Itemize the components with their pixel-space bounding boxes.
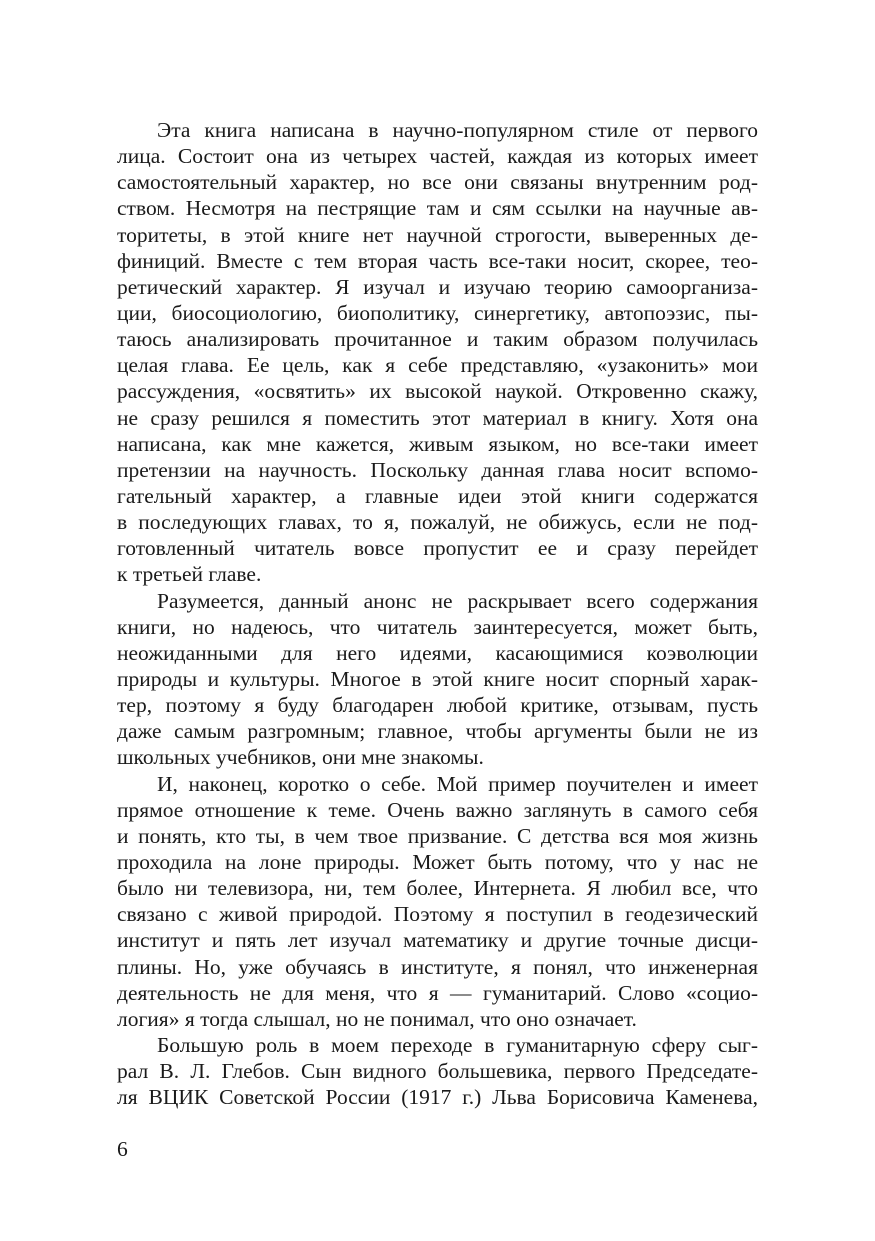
text-line: ции, биосоциологию, биополитику, синергетику, автопоэзис, пы- xyxy=(117,300,758,325)
paragraph xyxy=(117,117,758,588)
paragraph xyxy=(117,771,758,1032)
text-line: таюсь анализировать прочитанное и таким образом получилась xyxy=(117,327,758,352)
text-line: И, наконец, коротко о себе. Мой пример поучителен и имеет xyxy=(157,771,758,796)
text-line: было ни телевизора, ни, тем более, Интернета. Я любил все, что xyxy=(117,876,758,901)
text-line: логия» я тогда слышал, но не понимал, что оно означает. xyxy=(117,1006,637,1031)
text-line: целая глава. Ее цель, как я себе представляю, «узаконить» мои xyxy=(117,353,758,378)
text-line: даже самым разгромным; главное, чтобы аргументы были не из xyxy=(117,719,758,744)
text-line: деятельность не для меня, что я — гуманитарий. Слово «социо- xyxy=(117,980,758,1005)
body-text xyxy=(117,117,758,1110)
text-line: плины. Но, уже обучаясь в институте, я понял, что инженерная xyxy=(117,954,758,979)
text-line: к третьей главе. xyxy=(117,562,262,587)
text-line: самостоятельный характер, но все они связаны внутренним род- xyxy=(117,170,758,195)
text-line: написана, как мне кажется, живым языком, но все-таки имеет xyxy=(117,431,758,456)
text-line: рассуждения, «освятить» их высокой наукой. Откровенно скажу, xyxy=(117,379,758,404)
page-number: 6 xyxy=(117,1137,128,1161)
text-line: ством. Несмотря на пестрящие там и сям ссылки на научные ав- xyxy=(117,196,758,221)
text-line: лица. Состоит она из четырех частей, каждая из которых имеет xyxy=(117,144,758,169)
text-line: рал В. Л. Глебов. Сын видного большевика, первого Председате- xyxy=(117,1059,758,1084)
text-line: и понять, кто ты, в чем твое призвание. С детства вся моя жизнь xyxy=(117,823,758,848)
paragraph xyxy=(117,588,758,771)
text-line: Разумеется, данный анонс не раскрывает всего содержания xyxy=(157,588,758,613)
text-line: природы и культуры. Многое в этой книге носит спорный харак- xyxy=(117,666,758,691)
text-line: финиций. Вместе с тем вторая часть все-таки носит, скорее, тео- xyxy=(117,248,758,273)
text-line: ретический характер. Я изучал и изучаю теорию самоорганиза- xyxy=(117,274,758,299)
text-line: тер, поэтому я буду благодарен любой критике, отзывам, пусть xyxy=(117,693,758,718)
text-line: Большую роль в моем переходе в гуманитарную сферу сыг- xyxy=(157,1032,758,1057)
text-line: ля ВЦИК Советской России (1917 г.) Льва Борисовича Каменева, xyxy=(117,1085,758,1110)
text-line: торитеты, в этой книге нет научной строгости, выверенных де- xyxy=(117,222,758,247)
text-line: претензии на научность. Поскольку данная глава носит вспомо- xyxy=(117,457,758,482)
text-line: гательный характер, а главные идеи этой книги содержатся xyxy=(117,483,758,508)
text-line: связано с живой природой. Поэтому я поступил в геодезический xyxy=(117,902,758,927)
paragraph xyxy=(117,1032,758,1110)
text-line: проходила на лоне природы. Может быть потому, что у нас не xyxy=(117,849,758,874)
text-line: книги, но надеюсь, что читатель заинтересуется, может быть, xyxy=(117,614,758,639)
text-line: прямое отношение к теме. Очень важно заглянуть в самого себя xyxy=(117,797,758,822)
text-line: готовленный читатель вовсе пропустит ее и сразу перейдет xyxy=(117,536,758,561)
text-line: в последующих главах, то я, пожалуй, не обижусь, если не под- xyxy=(117,510,758,535)
text-line: не сразу решился я поместить этот материал в книгу. Хотя она xyxy=(117,405,758,430)
text-line: неожиданными для него идеями, касающимися коэволюции xyxy=(117,640,758,665)
text-line: Эта книга написана в научно-популярном стиле от первого xyxy=(157,118,758,142)
text-line: школьных учебников, они мне знакомы. xyxy=(117,745,484,770)
text-line: институт и пять лет изучал математику и другие точные дисци- xyxy=(117,928,758,953)
